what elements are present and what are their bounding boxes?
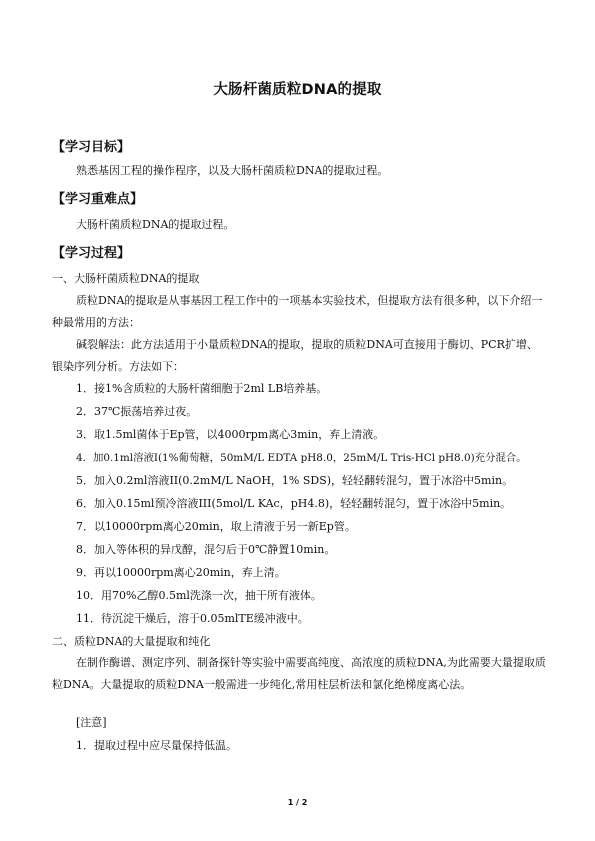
section-heading-goal: 【学习目标】: [52, 140, 131, 155]
section-heading-key: 【学习重难点】: [52, 192, 144, 207]
step-5: 5．加入0.2ml溶液II(0.2mM/L NaOH，1% SDS)，轻轻翻转混匀，置于冰浴中5min。: [76, 474, 514, 487]
step-6: 6．加入0.15ml预冷溶液III(5mol/L KAc，pH4.8)，轻轻翻转混匀，置于冰浴中5min。: [76, 497, 512, 510]
part2-heading: 二、质粒DNA的大量提取和纯化: [52, 635, 211, 648]
section-heading-process: 【学习过程】: [52, 246, 131, 261]
step-4: 4．加0.1ml溶液I(1%葡萄糖，50mM/L EDTA pH8.0，25mM/L Tris-HCl pH8.0)充分混合。: [76, 452, 527, 464]
step-9: 9．再以10000rpm离心20min，弃上清。: [76, 566, 286, 579]
note-label: [注意]: [76, 716, 107, 729]
part2-intro: 在制作酶谱、测定序列、制备探针等实验中需要高纯度、高浓度的质粒DNA,为此需要大量提取质粒DNA。大量提取的质粒DNA一般需进一步纯化,常用柱层析法和氯化绝梯度离心法。: [52, 656, 546, 691]
key-text: 大肠杆菌质粒DNA的提取过程。: [76, 218, 235, 231]
step-1: 1．接1%含质粒的大肠杆菌细胞于2ml LB培养基。: [76, 382, 328, 395]
part1-intro: 质粒DNA的提取是从事基因工程工作中的一项基本实验技术，但提取方法有很多种，以下介绍一种最常用的方法：: [52, 294, 543, 329]
step-11: 11．待沉淀干燥后，溶于0.05mlTE缓冲液中。: [76, 612, 309, 625]
step-7: 7．以10000rpm离心20min，取上清液于另一新Ep管。: [76, 520, 356, 533]
step-3: 3．取1.5ml菌体于Ep管，以4000rpm离心3min，弃上清液。: [76, 428, 385, 441]
page-title: 大肠杆菌质粒DNA的提取: [213, 82, 382, 98]
note-1: 1．提取过程中应尽量保持低温。: [76, 739, 237, 752]
step-8: 8．加入等体积的异戊醇，混匀后于0℃静置10min。: [76, 543, 336, 556]
page-number: 1 / 2: [287, 798, 308, 807]
part1-heading: 一、大肠杆菌质粒DNA的提取: [52, 272, 200, 285]
step-10: 10．用70%乙醇0.5ml洗涤一次，抽干所有液体。: [76, 589, 322, 602]
goal-text: 熟悉基因工程的操作程序，以及大肠杆菌质粒DNA的提取过程。: [76, 164, 389, 177]
step-2: 2．37℃振荡培养过夜。: [76, 405, 198, 418]
part1-method: 碱裂解法：此方法适用于小量质粒DNA的提取，提取的质粒DNA可直接用于酶切、PCR扩增、银染序列分析。方法如下：: [52, 338, 538, 373]
